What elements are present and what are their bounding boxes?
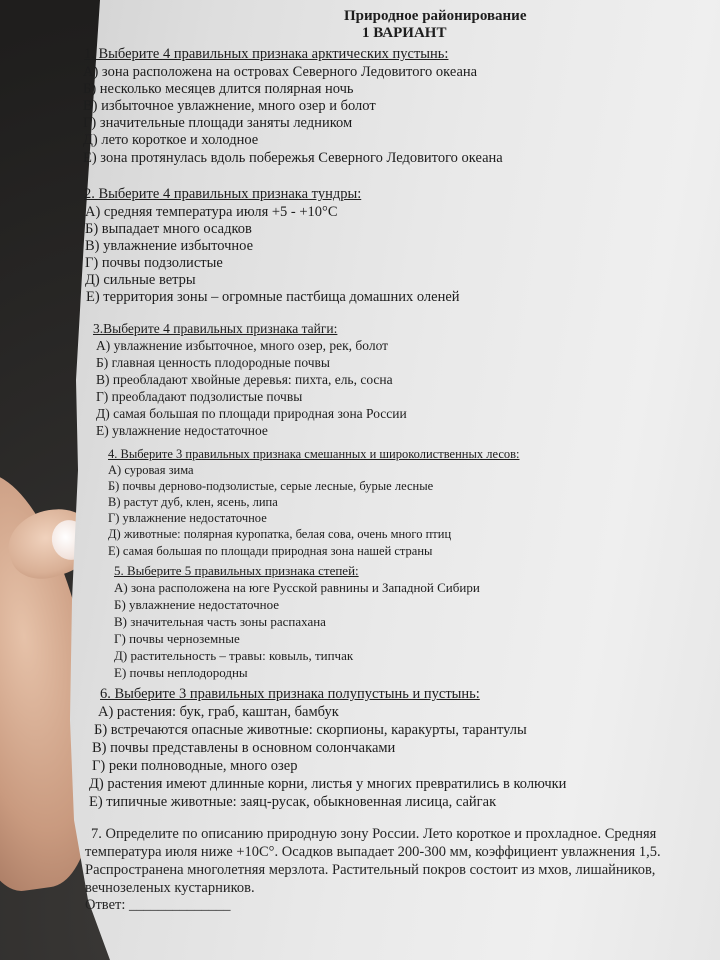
q3-option-b: Б) главная ценность плодородные почвы	[96, 355, 330, 370]
question-7-line-1: 7. Определите по описанию природную зону России. Лето короткое и прохладное. Средняя	[91, 826, 657, 842]
q6-option-e: Д) растения имеют длинные корни, листья у многих превратились в колючки	[89, 776, 567, 792]
q1-option-d: Г) значительные площади заняты ледником	[83, 115, 353, 131]
worksheet-title: Природное районирование	[344, 8, 527, 24]
q5-option-c: В) значительная часть зоны распахана	[114, 614, 326, 629]
q5-option-f: Е) почвы неплодородны	[114, 665, 248, 680]
q2-option-d: Г) почвы подзолистые	[85, 255, 223, 271]
q2-option-c: В) увлажнение избыточное	[85, 238, 254, 254]
q2-option-b: Б) выпадает много осадков	[85, 221, 252, 237]
q2-option-f: Е) территория зоны – огромные пастбища домашних оленей	[86, 289, 460, 305]
q6-option-a: А) растения: бук, граб, каштан, бамбук	[98, 704, 339, 720]
q1-option-c: В) избыточное увлажнение, много озер и болот	[83, 98, 376, 114]
question-7-line-3: Распространена многолетняя мерзлота. Растительный покров состоит из мхов, лишайников,	[85, 862, 656, 878]
q5-option-a: А) зона расположена на юге Русской равнины и Западной Сибири	[114, 580, 480, 595]
question-1-title: 1. Выберите 4 правильных признака арктических пустынь:	[84, 46, 449, 62]
q3-option-f: Е) увлажнение недостаточное	[96, 423, 268, 438]
q4-option-e: Д) животные: полярная куропатка, белая сова, очень много птиц	[108, 527, 452, 541]
q5-option-e: Д) растительность – травы: ковыль, типчак	[114, 648, 354, 663]
q4-option-c: В) растут дуб, клен, ясень, липа	[108, 495, 278, 509]
q2-option-a: А) средняя температура июля +5 - +10°C	[85, 204, 338, 220]
q5-option-b: Б) увлажнение недостаточное	[114, 597, 280, 612]
q1-option-a: А) зона расположена на островах Северного Ледовитого океана	[83, 64, 478, 80]
q4-option-f: Е) самая большая по площади природная зона нашей страны	[108, 544, 433, 558]
q1-option-b: Б) несколько месяцев длится полярная ночь	[83, 81, 354, 97]
question-6-title: 6. Выберите 3 правильных признака полупустынь и пустынь:	[100, 686, 480, 702]
q4-option-b: Б) почвы дерново-подзолистые, серые лесные, бурые лесные	[108, 479, 434, 493]
q1-option-f: Е) зона протянулась вдоль побережья Северного Ледовитого океана	[83, 150, 503, 166]
question-7-line-4: вечнозеленых кустарников.	[85, 880, 255, 896]
q3-option-e: Д) самая большая по площади природная зона России	[96, 406, 407, 421]
question-5-title: 5. Выберите 5 правильных признака степей:	[114, 563, 359, 578]
q5-option-d: Г) почвы черноземные	[114, 631, 240, 646]
question-3-title: 3.Выберите 4 правильных признака тайги:	[93, 321, 338, 336]
q4-option-a: А) суровая зима	[108, 463, 194, 477]
q6-option-f: Е) типичные животные: заяц-русак, обыкновенная лисица, сайгак	[89, 794, 497, 810]
question-4-title: 4. Выберите 3 правильных признака смешанных и широколиственных лесов:	[108, 447, 520, 461]
q3-option-c: В) преобладают хвойные деревья: пихта, ель, сосна	[96, 372, 393, 387]
q6-option-c: В) почвы представлены в основном солончаками	[92, 740, 396, 756]
q6-option-d: Г) реки полноводные, много озер	[92, 758, 298, 774]
question-7-line-2: температура июля ниже +10С°. Осадков выпадает 200-300 мм, коэффициент увлажнения 1,5.	[85, 844, 661, 860]
q3-option-a: А) увлажнение избыточное, много озер, рек, болот	[96, 338, 389, 353]
q2-option-e: Д) сильные ветры	[85, 272, 196, 288]
q6-option-b: Б) встречаются опасные животные: скорпионы, каракурты, тарантулы	[94, 722, 527, 738]
q4-option-d: Г) увлажнение недостаточное	[108, 511, 267, 525]
question-2-title: 2. Выберите 4 правильных признака тундры:	[84, 186, 362, 202]
answer-field[interactable]: Ответ: ______________	[85, 897, 231, 913]
q1-option-e: Д) лето короткое и холодное	[83, 132, 259, 148]
q3-option-d: Г) преобладают подзолистые почвы	[96, 389, 303, 404]
variant-label: 1 ВАРИАНТ	[362, 25, 447, 41]
